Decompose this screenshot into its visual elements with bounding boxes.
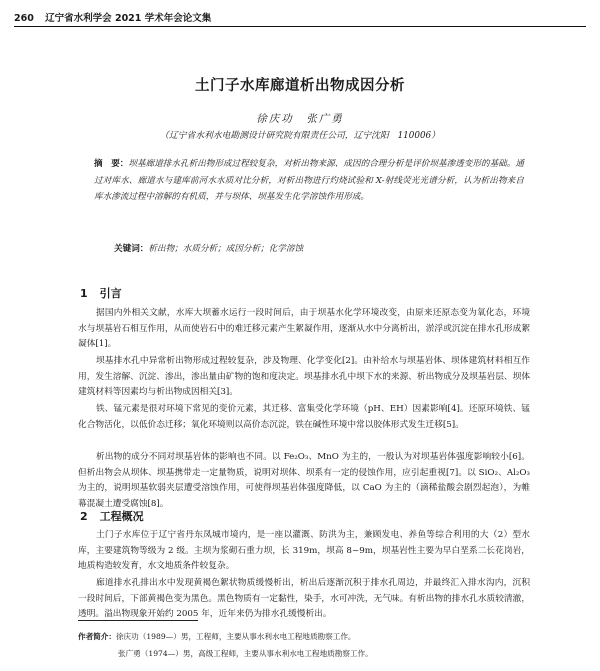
abstract xyxy=(94,156,524,206)
paragraph: 土门子水库位于辽宁省丹东凤城市境内，是一座以灌溉、防洪为主，兼顾发电、养鱼等综合利用的大（2）型水库，主要建筑物等级为 2 级。主坝为浆砌石重力坝，长 319m，坝高 8~9m，坝基岩性主要为早白垩系二长花岗岩，地质构造较发育，水文地质条件较复杂。 xyxy=(78,530,530,572)
page-number: 260 xyxy=(14,13,34,24)
header-rule xyxy=(14,26,586,27)
keywords xyxy=(114,242,534,254)
section-heading-overview xyxy=(80,508,144,524)
paragraph: 析出物的成分不同对坝基岩体的影响也不同。以 Fe₂O₃、MnO 为主的，一般认为对坝基岩体强度影响较小[6]。但析出物会从坝体、坝基携带走一定量物质，说明对坝体、坝系有一定的侵蚀作用，应引起重视[7]。以 SiO₂、Al₂O₃ 为主的，说明坝基软弱夹层遭受溶蚀作用，可使得坝基岩体强度降低，以 CaO 为主的（滴稀盐酸会剧烈起泡），为帷幕混凝土遭受腐蚀[8]。 xyxy=(78,452,530,509)
authors: 徐庆功 张广勇 xyxy=(256,113,344,125)
section-heading-intro xyxy=(80,285,122,301)
footnote-text: 张广勇（1974—）男，高级工程师，主要从事水利水电工程地质勘察工作。 xyxy=(118,649,373,658)
footnote-rule xyxy=(78,620,198,621)
paragraph: 廊道排水孔排出水中发现黄褐色絮状物质缓慢析出，析出后逐渐沉积于排水孔周边，并最终汇入排水沟内，沉积一段时间后，下部黄褐色变为黑色。黑色物质有一定黏性，染手，水可冲洗，无气味。有析出物的排水孔水质较清澈，透明。溢出物现象开始约 2005 年，近年来仍为排水孔缓慢析出。 xyxy=(78,578,530,620)
abstract-label: 摘 要： xyxy=(94,159,129,169)
footnote-text: 徐庆功（1989—）男，工程师，主要从事水利水电工程地质勘察工作。 xyxy=(115,632,356,641)
section-title: 工程概况 xyxy=(99,510,144,523)
footnote-author-1 xyxy=(78,631,356,642)
footnote-label: 作者简介： xyxy=(78,632,116,641)
running-head xyxy=(14,10,586,24)
keywords-text: 析出物；水质分析；成因分析；化学溶蚀 xyxy=(148,244,304,254)
paragraph: 据国内外相关文献，水库大坝蓄水运行一段时间后，由于坝基水化学环境改变，由原来还原态变为氧化态，环境水与坝基岩石相互作用，从而使岩石中的难迁移元素产生絮凝作用，逐渐从水中分离析出，淤浮或沉淀在排水孔形成絮凝体[1]。 xyxy=(78,308,530,350)
section-number: 1 xyxy=(80,287,88,300)
affiliation: （辽宁省水利水电勘测设计研究院有限责任公司，辽宁沈阳 110006） xyxy=(160,131,440,141)
paper-title: 土门子水库廊道析出物成因分析 xyxy=(195,78,405,94)
footnote-author-2 xyxy=(118,648,373,659)
section-number: 2 xyxy=(80,510,88,523)
section-title: 引言 xyxy=(99,287,122,300)
journal-name: 辽宁省水利学会 2021 学术年会论文集 xyxy=(45,13,212,24)
paragraph: 坝基排水孔中异常析出物形成过程较复杂，涉及物理、化学变化[2]。由补给水与坝基岩体、坝体建筑材料相互作用，发生溶解、沉淀、渗出，渗出量由矿物的饱和度决定。坝基排水孔中坝下水的来源、析出物成分及坝基岩层、坝体建筑材料等因素均与析出物成因相关[3]。 xyxy=(78,356,530,398)
keywords-label: 关键词： xyxy=(114,244,149,254)
abstract-text: 坝基廊道排水孔析出物形成过程较复杂，对析出物来源、成因的合理分析是评价坝基渗透变形的基础。通过对库水、廊道水与建库前河水水质对比分析，对析出物进行灼烧试验和 X-射线荧光光谱分析，认为析出物来自库水渗流过程中溶解的有机质，并与坝体、坝基发生化学溶蚀作用形成。 xyxy=(94,159,524,202)
paragraph: 铁、锰元素是很对环境下常见的变价元素，其迁移、富集受化学环境（pH、EH）因素影响[4]。还原环境铁、锰化合物活化，以低价态迁移；氧化环境则以高价态沉淀，铁在碱性环境中常以胶体形式发生迁移[5]。 xyxy=(78,404,530,430)
